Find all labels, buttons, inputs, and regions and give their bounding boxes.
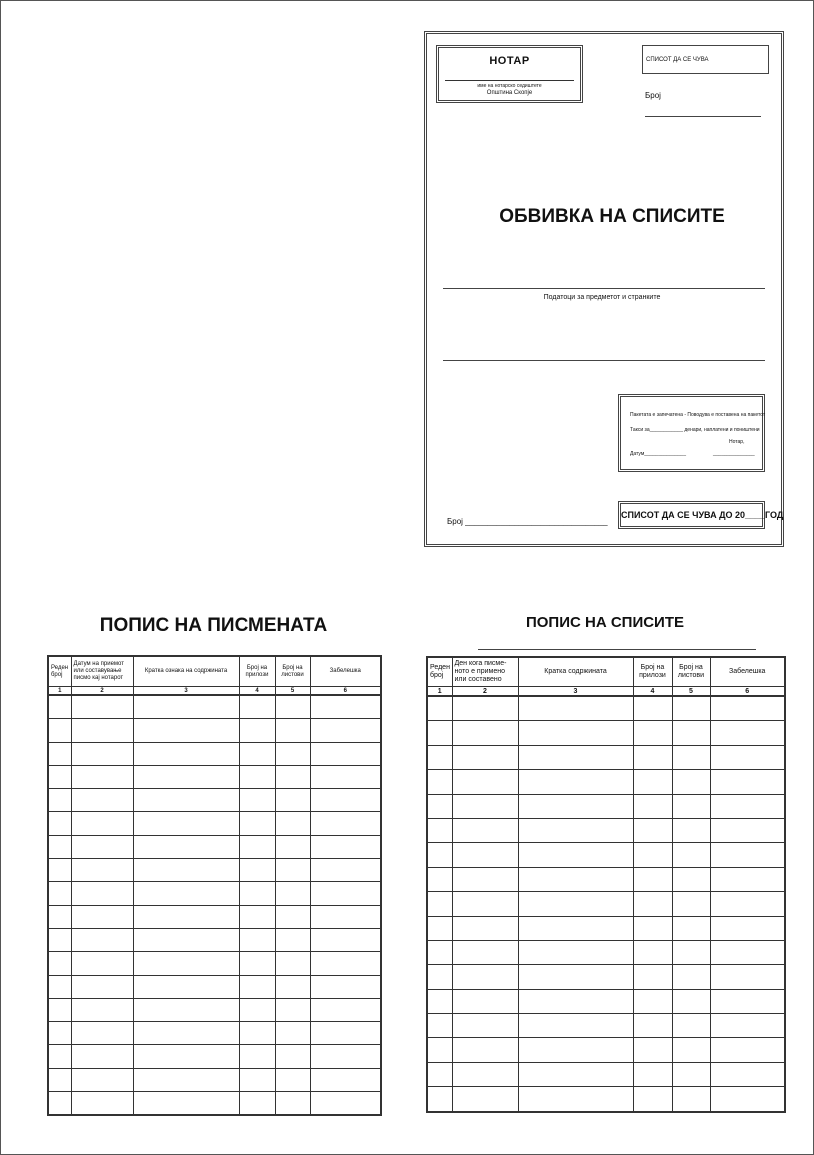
left-table-cell — [48, 905, 71, 928]
left-table-cell — [48, 742, 71, 765]
seal-line-4: Датум_______________ — [630, 451, 686, 457]
left-table-cell — [133, 905, 239, 928]
left-col-number: 5 — [275, 687, 310, 696]
right-table-cell — [633, 940, 672, 964]
left-table-cell — [133, 975, 239, 998]
left-table-cell — [310, 835, 381, 858]
right-table-cell — [672, 892, 710, 916]
right-table-cell — [427, 1062, 452, 1086]
left-col-number: 3 — [133, 687, 239, 696]
right-table-cell — [452, 1014, 518, 1038]
left-table-cell — [239, 835, 275, 858]
left-table-cell — [48, 928, 71, 951]
left-table-cell — [71, 859, 133, 882]
left-table-row — [48, 859, 381, 882]
left-table-cell — [133, 765, 239, 788]
right-table-cell — [427, 818, 452, 842]
right-table-cell — [710, 867, 785, 891]
left-table-cell — [310, 952, 381, 975]
right-table-cell — [633, 843, 672, 867]
left-header-date: Датум на приемот или составување писмо кај нотарот — [71, 656, 133, 687]
left-table-cell — [275, 1022, 310, 1045]
left-table-cell — [71, 882, 133, 905]
left-table-cell — [71, 765, 133, 788]
left-table-cell — [275, 882, 310, 905]
right-header-content: Кратка содржината — [518, 657, 633, 687]
left-table-cell — [239, 789, 275, 812]
left-table-cell — [275, 742, 310, 765]
seal-line-2: Такси за____________ денари, наплатени и поништени — [630, 427, 760, 433]
right-table-cell — [518, 867, 633, 891]
left-table-cell — [48, 812, 71, 835]
right-table-row — [427, 867, 785, 891]
left-table-cell — [239, 1022, 275, 1045]
right-table-cell — [672, 1062, 710, 1086]
right-table-cell — [518, 892, 633, 916]
left-table-cell — [48, 719, 71, 742]
right-col-number: 1 — [427, 687, 452, 697]
left-header-remark: Забелешка — [310, 656, 381, 687]
left-table-cell — [275, 1068, 310, 1091]
right-table-cell — [518, 843, 633, 867]
right-table-cell — [672, 940, 710, 964]
broj-bottom-label: Број ________________________________ — [447, 517, 608, 526]
right-table-cell — [518, 1087, 633, 1112]
right-table-cell — [427, 843, 452, 867]
left-table-cell — [71, 975, 133, 998]
right-table-cell — [672, 867, 710, 891]
right-table-cell — [633, 794, 672, 818]
left-table-cell — [275, 1045, 310, 1068]
notary-signature-line — [445, 80, 574, 81]
left-table-cell — [71, 695, 133, 719]
left-table-cell — [275, 835, 310, 858]
right-table-cell — [633, 892, 672, 916]
left-table-cell — [239, 905, 275, 928]
right-table-row — [427, 1014, 785, 1038]
left-table-cell — [71, 789, 133, 812]
right-table-cell — [710, 989, 785, 1013]
keep-box-bottom: СПИСОТ ДА СЕ ЧУВА ДО 20____ГОД — [618, 501, 765, 529]
right-table-row — [427, 1087, 785, 1112]
right-table-cell — [427, 696, 452, 721]
right-table-cell — [633, 965, 672, 989]
cover-title: ОБВИВКА НА СПИСИТЕ — [499, 206, 725, 227]
right-header-sheets: Број на листови — [672, 657, 710, 687]
right-table-cell — [710, 892, 785, 916]
left-table-row — [48, 1092, 381, 1116]
left-table-cell — [71, 835, 133, 858]
right-table-cell — [633, 818, 672, 842]
right-table-cell — [672, 794, 710, 818]
left-table-row — [48, 882, 381, 905]
right-col-number: 4 — [633, 687, 672, 697]
right-table-cell — [452, 940, 518, 964]
left-table-cell — [133, 1045, 239, 1068]
left-table-cell — [133, 1068, 239, 1091]
right-table-cell — [452, 1087, 518, 1112]
right-table-cell — [710, 794, 785, 818]
left-table-cell — [48, 1022, 71, 1045]
right-table-cell — [427, 867, 452, 891]
left-table-cell — [133, 928, 239, 951]
right-table-cell — [518, 770, 633, 794]
right-table-cell — [672, 745, 710, 769]
right-table-cell — [518, 940, 633, 964]
left-table-cell — [71, 1068, 133, 1091]
right-table-cell — [452, 696, 518, 721]
right-table-cell — [427, 940, 452, 964]
broj-top-label: Број — [645, 91, 661, 100]
right-col-number: 6 — [710, 687, 785, 697]
right-table-cell — [710, 1087, 785, 1112]
keep-box-top: СПИСОТ ДА СЕ ЧУВА — [642, 45, 769, 74]
right-table-cell — [427, 989, 452, 1013]
right-header-date: Ден кога писме-ното е примено или составено — [452, 657, 518, 687]
left-table-cell — [48, 1068, 71, 1091]
right-table-row — [427, 940, 785, 964]
left-table-row — [48, 905, 381, 928]
right-table-cell — [518, 745, 633, 769]
left-table-cell — [48, 952, 71, 975]
right-table-row — [427, 843, 785, 867]
right-table-cell — [452, 745, 518, 769]
right-table-cell — [633, 916, 672, 940]
left-table-cell — [71, 952, 133, 975]
right-col-number: 5 — [672, 687, 710, 697]
left-table-row — [48, 765, 381, 788]
right-col-number: 2 — [452, 687, 518, 697]
left-table-cell — [48, 859, 71, 882]
right-table-cell — [427, 794, 452, 818]
left-table-cell — [310, 1068, 381, 1091]
left-table-cell — [48, 765, 71, 788]
notary-place: Општина Скопје — [486, 90, 533, 96]
left-table-cell — [310, 719, 381, 742]
right-table-cell — [710, 940, 785, 964]
right-table-cell — [452, 721, 518, 745]
cover-subtitle: Податоци за предметот и странките — [543, 294, 661, 301]
left-table-cell — [133, 952, 239, 975]
right-table-cell — [518, 965, 633, 989]
seal-box — [618, 394, 765, 472]
left-table-cell — [310, 742, 381, 765]
left-table-cell — [239, 928, 275, 951]
right-table-cell — [672, 1038, 710, 1062]
left-col-number: 2 — [71, 687, 133, 696]
right-table-row — [427, 818, 785, 842]
right-table-cell — [633, 721, 672, 745]
left-table-cell — [275, 765, 310, 788]
right-table-cell — [427, 721, 452, 745]
left-table-cell — [275, 952, 310, 975]
left-table-cell — [310, 765, 381, 788]
right-table-cell — [672, 818, 710, 842]
left-table-row — [48, 952, 381, 975]
right-table-cell — [518, 1062, 633, 1086]
left-table-cell — [133, 1092, 239, 1116]
right-table-cell — [710, 1038, 785, 1062]
left-table-row — [48, 789, 381, 812]
right-table-cell — [710, 843, 785, 867]
left-table-cell — [71, 998, 133, 1021]
left-table-cell — [48, 975, 71, 998]
left-header-content: Кратка ознака на содржината — [133, 656, 239, 687]
left-table-cell — [71, 1022, 133, 1045]
left-table-cell — [71, 1045, 133, 1068]
right-table-cell — [452, 818, 518, 842]
right-table-cell — [710, 721, 785, 745]
left-table-cell — [310, 882, 381, 905]
left-table-cell — [275, 1092, 310, 1116]
left-table-cell — [310, 812, 381, 835]
left-table-cell — [310, 928, 381, 951]
left-table-row — [48, 975, 381, 998]
left-table-cell — [133, 812, 239, 835]
left-table-cell — [310, 998, 381, 1021]
left-table-cell — [239, 998, 275, 1021]
right-table-cell — [633, 696, 672, 721]
right-table-row — [427, 721, 785, 745]
left-col-number: 1 — [48, 687, 71, 696]
left-table-row — [48, 695, 381, 719]
right-table-cell — [452, 892, 518, 916]
left-table-row — [48, 742, 381, 765]
seal-line-3: Нотар, — [729, 439, 745, 445]
notary-box — [436, 45, 583, 103]
left-table-cell — [310, 859, 381, 882]
left-table-cell — [310, 905, 381, 928]
right-table-cell — [710, 770, 785, 794]
left-table-cell — [71, 928, 133, 951]
left-table-cell — [239, 719, 275, 742]
left-table-cell — [48, 835, 71, 858]
left-table-cell — [71, 719, 133, 742]
right-table-cell — [518, 721, 633, 745]
left-table-cell — [310, 1045, 381, 1068]
seal-line-4b: _______________ — [713, 451, 755, 457]
right-table-cell — [452, 770, 518, 794]
left-table-cell — [71, 905, 133, 928]
right-table-cell — [518, 696, 633, 721]
left-table-cell — [48, 1045, 71, 1068]
left-table-row — [48, 719, 381, 742]
left-table-cell — [48, 998, 71, 1021]
right-table-cell — [672, 696, 710, 721]
right-table-cell — [518, 989, 633, 1013]
right-table-cell — [672, 1014, 710, 1038]
right-table-cell — [518, 1014, 633, 1038]
right-table-cell — [672, 843, 710, 867]
right-table-cell — [710, 696, 785, 721]
left-table-cell — [239, 1092, 275, 1116]
right-title-underline — [478, 649, 756, 650]
left-col-number: 4 — [239, 687, 275, 696]
right-table-cell — [710, 1062, 785, 1086]
left-table-cell — [239, 695, 275, 719]
notary-title: НОТАР — [489, 55, 530, 67]
left-col-number: 6 — [310, 687, 381, 696]
subject-line-top — [443, 288, 765, 289]
left-table-cell — [310, 1022, 381, 1045]
right-table-cell — [452, 794, 518, 818]
right-table-cell — [710, 916, 785, 940]
right-register-title: ПОПИС НА СПИСИТЕ — [525, 614, 685, 631]
right-table-cell — [427, 1087, 452, 1112]
left-table-row — [48, 998, 381, 1021]
left-table-cell — [275, 719, 310, 742]
right-table-row — [427, 696, 785, 721]
left-register-title: ПОПИС НА ПИСМЕНАТА — [99, 615, 328, 636]
right-table-cell — [633, 745, 672, 769]
right-table-cell — [452, 965, 518, 989]
right-table-cell — [452, 843, 518, 867]
left-table-cell — [48, 882, 71, 905]
left-table-cell — [133, 695, 239, 719]
left-table-cell — [239, 975, 275, 998]
right-table-cell — [518, 818, 633, 842]
right-table-cell — [518, 794, 633, 818]
left-register-table — [47, 655, 382, 1116]
left-table-cell — [48, 789, 71, 812]
left-header-rednum: Реден број — [48, 656, 71, 687]
left-table-cell — [71, 812, 133, 835]
right-table-cell — [633, 1038, 672, 1062]
right-table-cell — [672, 916, 710, 940]
right-table-cell — [672, 721, 710, 745]
right-table-cell — [672, 770, 710, 794]
left-table-cell — [133, 1022, 239, 1045]
left-table-cell — [48, 695, 71, 719]
right-table-cell — [427, 892, 452, 916]
subject-line-bottom — [443, 360, 765, 361]
left-table-cell — [133, 882, 239, 905]
left-table-cell — [275, 859, 310, 882]
right-table-cell — [710, 1014, 785, 1038]
broj-top-line — [645, 116, 761, 117]
right-table-cell — [672, 965, 710, 989]
right-table-cell — [710, 818, 785, 842]
right-table-cell — [672, 989, 710, 1013]
right-table-cell — [633, 1014, 672, 1038]
right-table-cell — [427, 745, 452, 769]
left-table-cell — [133, 719, 239, 742]
left-table-row — [48, 928, 381, 951]
left-table-cell — [275, 905, 310, 928]
left-table-row — [48, 812, 381, 835]
right-table-cell — [427, 1038, 452, 1062]
right-header-attachments: Број на прилози — [633, 657, 672, 687]
left-header-attachments: Број на прилози — [239, 656, 275, 687]
left-table-cell — [239, 765, 275, 788]
right-table-cell — [710, 745, 785, 769]
right-header-remark: Забелешка — [710, 657, 785, 687]
left-table-row — [48, 835, 381, 858]
right-table-row — [427, 794, 785, 818]
seal-line-1: Пакетата е запечатена - Поводува е поставена на пакетот — [630, 412, 766, 418]
right-table-cell — [427, 965, 452, 989]
right-table-row — [427, 892, 785, 916]
right-table-cell — [710, 965, 785, 989]
right-table-row — [427, 745, 785, 769]
left-header-sheets: Број на листови — [275, 656, 310, 687]
left-table-row — [48, 1045, 381, 1068]
left-table-cell — [133, 835, 239, 858]
left-table-row — [48, 1022, 381, 1045]
right-table-cell — [452, 989, 518, 1013]
right-table-cell — [633, 1087, 672, 1112]
left-table-cell — [275, 998, 310, 1021]
right-register-table — [426, 656, 786, 1113]
left-table-cell — [275, 812, 310, 835]
left-table-cell — [133, 998, 239, 1021]
right-header-rednum: Реден број — [427, 657, 452, 687]
right-table-row — [427, 1062, 785, 1086]
right-table-cell — [427, 1014, 452, 1038]
left-table-cell — [239, 952, 275, 975]
right-table-cell — [452, 1038, 518, 1062]
left-table-cell — [239, 859, 275, 882]
left-table-cell — [133, 742, 239, 765]
left-table-cell — [239, 1068, 275, 1091]
right-table-cell — [672, 1087, 710, 1112]
left-table-cell — [310, 975, 381, 998]
left-table-cell — [239, 1045, 275, 1068]
right-table-cell — [452, 867, 518, 891]
right-table-cell — [633, 1062, 672, 1086]
left-table-cell — [239, 742, 275, 765]
right-table-cell — [633, 867, 672, 891]
right-table-cell — [633, 989, 672, 1013]
left-table-cell — [133, 859, 239, 882]
right-table-cell — [427, 916, 452, 940]
right-table-row — [427, 1038, 785, 1062]
left-table-cell — [71, 742, 133, 765]
left-table-cell — [275, 695, 310, 719]
notary-caption: име на нотарско седиштете — [477, 83, 542, 89]
right-table-cell — [452, 916, 518, 940]
right-table-row — [427, 965, 785, 989]
left-table-cell — [275, 789, 310, 812]
left-table-cell — [310, 1092, 381, 1116]
left-table-cell — [310, 695, 381, 719]
right-col-number: 3 — [518, 687, 633, 697]
left-table-cell — [310, 789, 381, 812]
left-table-cell — [48, 1092, 71, 1116]
right-table-cell — [633, 770, 672, 794]
left-table-cell — [275, 928, 310, 951]
left-table-cell — [239, 812, 275, 835]
left-table-cell — [275, 975, 310, 998]
right-table-row — [427, 989, 785, 1013]
right-table-cell — [518, 1038, 633, 1062]
right-table-cell — [427, 770, 452, 794]
right-table-row — [427, 916, 785, 940]
left-table-cell — [133, 789, 239, 812]
right-table-cell — [518, 916, 633, 940]
left-table-row — [48, 1068, 381, 1091]
right-table-cell — [452, 1062, 518, 1086]
right-table-row — [427, 770, 785, 794]
left-table-cell — [239, 882, 275, 905]
left-table-cell — [71, 1092, 133, 1116]
